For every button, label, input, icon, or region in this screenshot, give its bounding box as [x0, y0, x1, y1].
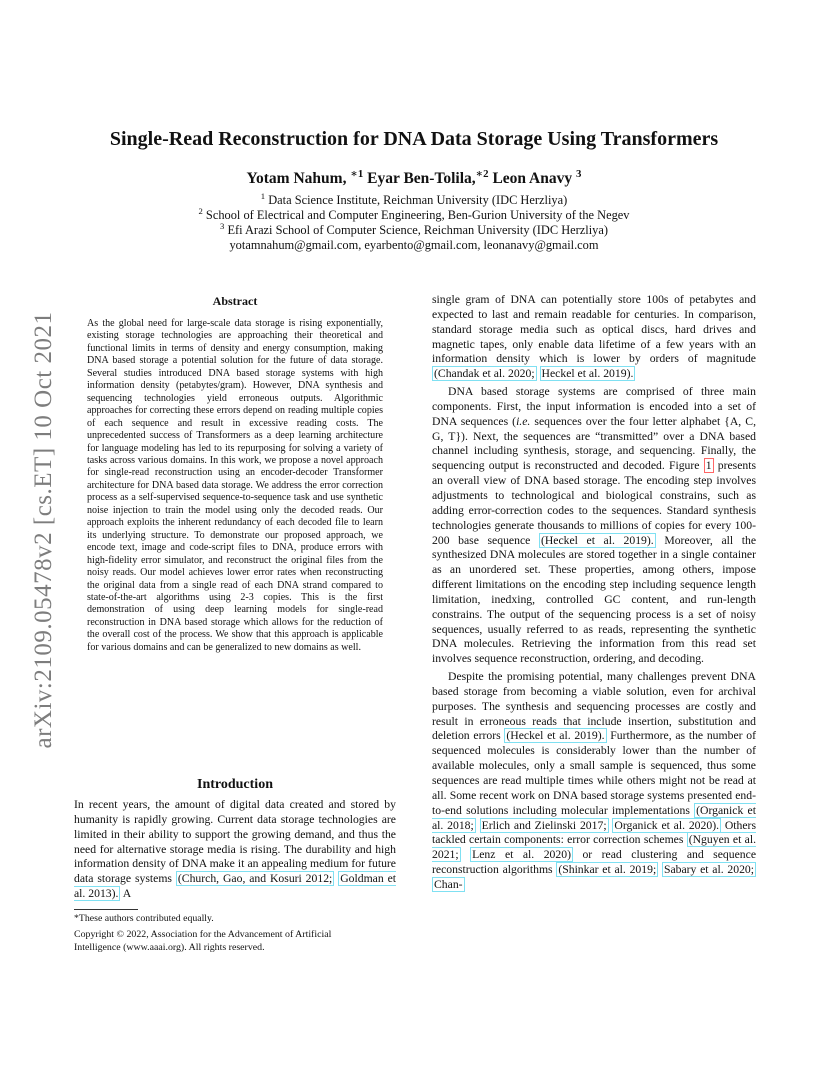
arxiv-sidebar — [22, 300, 66, 760]
introduction-paragraph: In recent years, the amount of digital data created and stored by humanity is rapidly growing. Current data storage technologies are limited in their ability to support the growing demand, and thus the need for alternative storage media is rising. The durability and high information density of DNA make it an appealing medium for future data storage systems (Church, Gao, and Kosuri 2012; Goldman et al. 2013). A — [74, 798, 397, 901]
paragraph: single gram of DNA can potentially store 100s of petabytes and expected to last and remain readable for centuries. In comparison, standard storage media such as optical discs, hard drives and magnetic tapes, only enable data lifetime of a few years with an information density which is lower by orders of magnitude (Chandak et al. 2020; Heckel et al. 2019). — [432, 293, 756, 381]
citation-link[interactable]: (Chandak et al. 2020; — [434, 367, 535, 381]
right-column — [432, 293, 756, 893]
author-3-mark: 3 — [576, 167, 582, 180]
citation-link[interactable]: (Heckel et al. 2019). — [540, 533, 654, 547]
affiliation-2: $^2$ School of Electrical and Computer Engineering, Ben-Gurion University of the Negev — [198, 205, 630, 222]
arxiv-identifier: arXiv:2109.05478v2 [cs.ET] 10 Oct 2021 — [30, 311, 57, 749]
author-line — [60, 167, 768, 188]
author-emails: yotamnahum@gmail.com, eyarbento@gmail.com, leonanavy@gmail.com — [229, 238, 599, 252]
author-1-mark: ∗1 — [350, 167, 364, 180]
citation-link[interactable]: Lenz et al. 2020) — [472, 848, 571, 862]
citation-link[interactable]: Organick et al. 2020). — [614, 818, 720, 832]
citation-link[interactable]: Erlich and Zielinski 2017; — [481, 818, 607, 832]
abstract-heading: Abstract — [212, 294, 258, 308]
abstract-text: As the global need for large-scale data storage is rising exponentially, existing storage technologies are approaching their theoretical and functional limits in terms of density and energy consumption, making DNA based storage a potential solution for the future of data storage. Several studies introduced DNA based storage systems with high information density (petabytes/gram). However, DNA synthesis and sequencing technologies yield erroneous outputs. Algorithmic approaches for correcting these errors depend on reading multiple copies of each sequence and result in excessive reading costs. The unprecedented success of Transformers as a deep learning architecture for language modeling has led to its repurposing for solving a variety of tasks across various domains. In this work, we propose a novel approach for single-read reconstruction using an encoder-decoder Transformer architecture for DNA based data storage. We address the error correction process as a self-supervised sequence-to-sequence task and use synthetic noise injection to train the model using only the decoded reads. Our approach exploits the inherent redundancy of each decoded file to learn its underlying structure. To demonstrate our proposed approach, we encode text, image and code-script files to DNA, produce errors with high-fidelity error simulator, and reconstruct the original files from the noisy reads. Our model achieves lower error rates when reconstructing the original data from a single read of each DNA strand compared to state-of-the-art algorithms using 2-3 copies. This is the first demonstration of using deep learning models for single-read reconstruction in DNA based storage which allows for the reduction of the overall cost of the process. We show that this approach is applicable for various domains and can be generalized to new domains as well. — [87, 318, 383, 653]
citation-link[interactable]: Goldman et al. 2013). — [74, 872, 397, 901]
author-2-mark: ∗2 — [475, 167, 489, 180]
affiliation-3: $^3$ Efi Arazi School of Computer Science, Reichman University (IDC Herzliya) — [220, 220, 608, 237]
affiliation-1: $^1$ Data Science Institute, Reichman University (IDC Herzliya) — [260, 190, 568, 207]
author-3: Leon Anavy — [492, 170, 573, 187]
citation-link[interactable]: Chan- — [434, 877, 463, 891]
author-1: Yotam Nahum, — [246, 170, 347, 187]
paragraph: DNA based storage systems are comprised of three main components. First, the input information is encoded into a set of DNA sequences (i.e. sequences over the four letter alphabet {A, C, G, T}). Next, the sequences are “transmitted” over a DNA based channel including synthesis, storage, and sequencing. Finally, the sequencing output is reconstructed and decoded. Figure 1 presents an overall view of DNA based storage. The encoding step involves adjustments to technological and biological constrains, such as adding error-correction codes to the sequences. Standard synthesis technologies generate thousands to millions of copies for every 100-200 base sequence (Heckel et al. 2019). Moreover, all the synthesized DNA molecules are stored together in a single container as an unordered set. These properties, among others, impose different limitations on the encoding step including sequence length limitation, inedxing, controlled GC content, and run-length constrains. The output of the sequencing process is a set of noisy sequences, usually referred to as reads, representing the synthetic DNA molecules. Retrieving the information from this read set involves sequence reconstruction, ordering, and decoding. — [432, 385, 757, 666]
citation-link[interactable]: (Heckel et al. 2019). — [506, 729, 605, 743]
citation-link[interactable]: (Organick et al. 2018; — [432, 803, 756, 832]
paper-title: Single-Read Reconstruction for DNA Data Storage Using Transformers — [109, 128, 719, 150]
citation-link[interactable]: Sabary et al. 2020; — [663, 863, 755, 877]
citation-link[interactable]: (Nguyen et al. 2021; — [432, 833, 756, 862]
citation-link[interactable]: (Church, Gao, and Kosuri 2012; — [177, 872, 333, 886]
citation-link[interactable]: (Shinkar et al. 2019; — [558, 863, 657, 877]
paragraph: Despite the promising potential, many challenges prevent DNA based storage from becoming a viable solution, even for archival purposes. The synthesis and sequencing processes are costly and result in erroneous reads that include insertion, substitution and deletion errors (Heckel et al. 2019). Furthermore, as the number of sequenced molecules is considerably lower than the number of available molecules, only a small sample is sequenced, thus some sequences are read multiple times while others might not be read at all. Some recent work on DNA based storage systems presented end-to-end solutions including molecular implementations (Organick et al. 2018; Erlich and Zielinski 2017; Organick et al. 2020). Others tackled certain components: error correction schemes (Nguyen et al. 2021; Lenz et al. 2020) or read clustering and sequence reconstruction algorithms (Shinkar et al. 2019; Sabary et al. 2020; Chan- — [432, 670, 757, 891]
footnote-divider — [74, 909, 138, 910]
introduction-heading: Introduction — [197, 777, 273, 792]
citation-link[interactable]: Heckel et al. 2019). — [541, 367, 634, 381]
figure-reference-link[interactable]: 1 — [705, 459, 712, 473]
footnote: *These authors contributed equally. — [74, 913, 214, 924]
author-2: Eyar Ben-Tolila, — [367, 170, 476, 187]
copyright-notice: Copyright © 2022, Association for the Advancement of Artificial Intelligence (www.aaai.org). All rights reserved. — [74, 929, 332, 953]
